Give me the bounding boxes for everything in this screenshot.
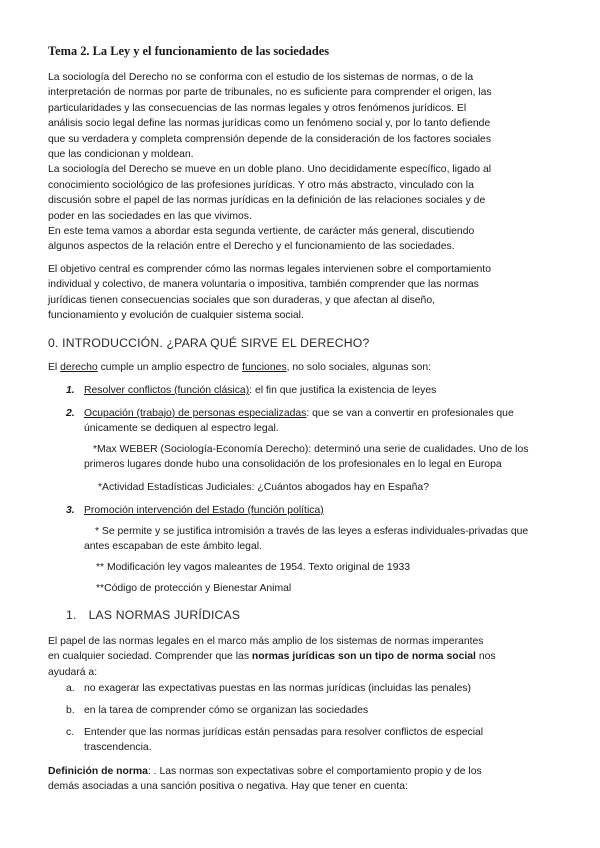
- function-title: Resolver conflictos (función clásica): [84, 385, 250, 396]
- funciones-term: funciones: [242, 362, 287, 373]
- list-letter: b.: [66, 705, 75, 716]
- text-line: *Max WEBER (Sociología-Economía Derecho): determinó una serie de cualidades. Uno de los: [93, 444, 529, 455]
- function-title: Ocupación (trabajo) de personas especializadas: [84, 408, 307, 419]
- text-line: El objetivo central es comprender cómo las normas legales intervienen sobre el comportamiento: [48, 264, 491, 275]
- note-block: [84, 442, 528, 473]
- text-line: El papel de las normas legales en el marco más amplio de los sistemas de normas imperantes: [48, 636, 484, 647]
- function-description: : el fin que justifica la existencia de leyes: [249, 385, 437, 396]
- bold-phrase: normas jurídicas son un tipo de norma social: [251, 651, 476, 663]
- text-line: discusión sobre el papel de las normas jurídicas en la definición de las relaciones sociales y de: [48, 195, 486, 207]
- text-line: [48, 764, 556, 779]
- intro-pre: El: [48, 362, 61, 373]
- text-line: no exagerar las expectativas puestas en las normas jurídicas (incluidas las penales): [84, 683, 471, 694]
- text-line: La sociología del Derecho se mueve en un doble plano. Uno decididamente específico, ligado al: [48, 164, 492, 176]
- definition-label: Definición de norma: [48, 766, 148, 777]
- text-line: interpretación de normas por parte de tribunales, no es suficiente para comprender el origen, las: [48, 87, 492, 99]
- text-line: conocimiento sociológico de las profesiones jurídicas. Y otro más abstracto, vinculado con la: [48, 179, 474, 191]
- text-line: antes escapaban de este ámbito legal.: [84, 541, 262, 553]
- section-title: LAS NORMAS JURÍDICAS: [88, 608, 241, 622]
- text-line: *Actividad Estadísticas Judiciales: ¿Cuántos abogados hay en España?: [98, 482, 429, 493]
- page-title: Tema 2. La Ley y el funcionamiento de las sociedades: [48, 44, 330, 58]
- note-block: [98, 480, 429, 495]
- text-line: demás asociadas a una sanción positiva o negativa. Hay que tener en cuenta:: [48, 781, 408, 793]
- text-line: Entender que las normas jurídicas están pensadas para resolver conflictos de especial: [84, 727, 484, 738]
- text-line: particularidades y las consecuencias de las normas legales y otros fenómenos jurídicos. El: [48, 102, 467, 114]
- text-line: La sociología del Derecho no se conforma con el estudio de los sistemas de normas, o de la: [48, 72, 474, 83]
- text-line: análisis socio legal define las normas jurídicas como un fenómeno social y, por lo tanto defiende: [48, 118, 491, 130]
- text-line: individual y colectivo, de manera voluntaria o impositiva, también comprender que las normas: [48, 279, 479, 291]
- text-line: [84, 503, 324, 518]
- text-line: jurídicas tienen consecuencias sociales que son duraderas, y que afectan al diseño,: [48, 294, 436, 306]
- text-line: [48, 649, 556, 664]
- section-number: 1.: [66, 608, 77, 622]
- derecho-term: derecho: [60, 362, 98, 373]
- text-line: en la tarea de comprender cómo se organizan las sociedades: [84, 705, 369, 716]
- list-letter: a.: [66, 683, 75, 694]
- note-block: [84, 524, 528, 555]
- text-segment: nos: [475, 651, 496, 663]
- text-line: En este tema vamos a abordar esta segunda vertiente, de carácter más general, discutiendo: [48, 226, 475, 238]
- function-title: Promoción intervención del Estado (función política): [84, 505, 324, 516]
- intro-mid: cumple un amplio espectro de: [97, 362, 243, 373]
- objective-paragraph: [48, 262, 556, 324]
- text-line: que su verdadera y completa comprensión depende de la consideración de los factores sociales: [48, 133, 492, 145]
- list-number: 3.: [66, 505, 75, 516]
- text-line: ** Modificación ley vagos maleantes de 1954. Texto original de 1933: [96, 562, 411, 573]
- section-heading-introduccion: 0. INTRODUCCIÓN. ¿PARA QUÉ SIRVE EL DERECHO?: [48, 336, 370, 350]
- normas-paragraph: [48, 634, 556, 680]
- text-line: funcionamiento y evolución de cualquier sistema social.: [48, 310, 304, 322]
- list-letter: c.: [66, 727, 75, 738]
- text-line: que las condicionan y moldean.: [48, 149, 194, 161]
- note-block: [96, 581, 291, 596]
- text-line: * Se permite y se justifica intromisión a través de las leyes a esferas individuales-privadas que: [95, 526, 529, 537]
- functions-intro: [48, 360, 556, 375]
- text-line: trascendencia.: [84, 742, 152, 753]
- definition-paragraph: [48, 764, 556, 795]
- text-line: [48, 360, 556, 375]
- text-segment: : . Las normas son expectativas sobre el comportamiento propio y de los: [147, 766, 482, 777]
- intro-paragraph: [48, 70, 556, 255]
- text-line: únicamente se dediquen al espectro legal.: [84, 423, 279, 434]
- text-line: [84, 406, 514, 421]
- text-line: ayudará a:: [48, 666, 98, 678]
- list-number: 1.: [66, 385, 75, 396]
- text-line: **Código de protección y Bienestar Animal: [96, 583, 292, 594]
- text-line: primeros lugares donde hubo una consolidación de los profesionales en lo legal en Europa: [84, 459, 502, 471]
- intro-post: , no solo sociales, algunas son:: [286, 362, 431, 373]
- text-line: algunos aspectos de la relación entre el Derecho y el funcionamiento de las sociedades.: [48, 241, 455, 253]
- note-block: [96, 560, 410, 575]
- function-description: : que se van a convertir en profesionales que: [306, 408, 514, 419]
- section-heading-normas-juridicas: [66, 608, 240, 623]
- text-line: poder en las sociedades en las que vivimos.: [48, 210, 252, 222]
- text-segment: en cualquier sociedad. Comprender que las: [48, 651, 252, 663]
- list-number: 2.: [66, 408, 75, 419]
- text-line: [84, 383, 436, 398]
